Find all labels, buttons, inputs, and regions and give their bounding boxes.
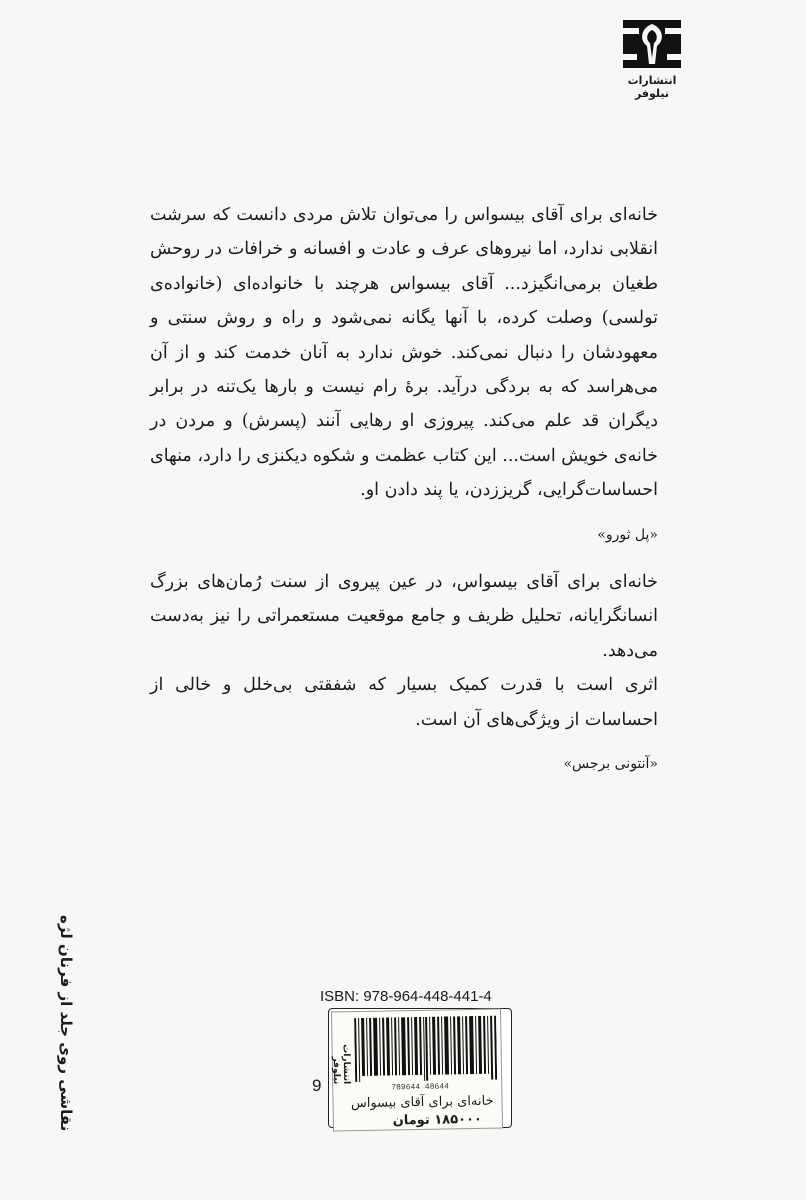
publisher-logo	[612, 18, 692, 100]
barcode-area	[312, 988, 512, 1136]
cover-art-credit: نقاشی روی جلد از فرنان لژه	[57, 915, 75, 1132]
sticker-publisher: انتشارات نیلوفر	[330, 1044, 352, 1085]
barcode-icon	[354, 1016, 497, 1082]
publisher-logo-icon	[617, 18, 687, 70]
isbn-label: ISBN: 978-964-448-441-4	[320, 988, 492, 1005]
review-anthony-burgess	[150, 565, 658, 781]
review-text: خانه‌ای برای آقای بیسواس را می‌توان تلاش مردی دانست که سرشت انقلابی ندارد، اما نیروهای عرف و عادت و افسانه و خرافات در روحش طغیان برمی‌انگیزد... آقای بیسواس هرچند با خانواده‌ای (خانواده‌ی تولسی) وصلت کرده، با آنها یگانه نمی‌شود و راه و روش سنتی و معهودشان را دنبال نمی‌کند. خوش ندارد به آنان خدمت کند و از آن می‌هراسد که به بردگی درآید. برهٔ رام نیست و بارها یک‌تنه در برابر دیگران قد علم می‌کند. پیروزی او رهایی آنند (پسرش) و مردن در خانه‌ی خویش است... این کتاب عظمت و شکوه دیکنزی را دارد، منهای احساسات‌گرایی، گریززدن، یا پند دادن او.	[150, 205, 658, 501]
review-author: «آنتونی برجس»	[563, 756, 658, 773]
sticker-price: ۱۸۵۰۰۰ تومان	[392, 1111, 483, 1129]
sticker-digits: 789644 48644	[391, 1082, 449, 1093]
review-paragraph: خانه‌ای برای آقای بیسواس، در عین پیروی از سنت رُمان‌های بزرگ انسانگرایانه، تحلیل ظریف و جامع موقعیت مستعمراتی را نیز به‌دست می‌دهد.	[150, 572, 658, 661]
sticker-title: خانه‌ای برای آقای بیسواس	[350, 1093, 494, 1112]
review-paragraph: اثری است با قدرت کمیک بسیار که شفقتی بی‌خلل و خالی از احساسات از ویژگی‌های آن است.	[150, 675, 658, 730]
review-author: «پل ثورو»	[597, 526, 658, 543]
review-paul-theroux	[150, 198, 658, 552]
publisher-name: انتشارات نیلوفر	[627, 74, 677, 100]
price-sticker	[331, 1009, 503, 1132]
barcode-first-digit: 9	[312, 1076, 322, 1095]
